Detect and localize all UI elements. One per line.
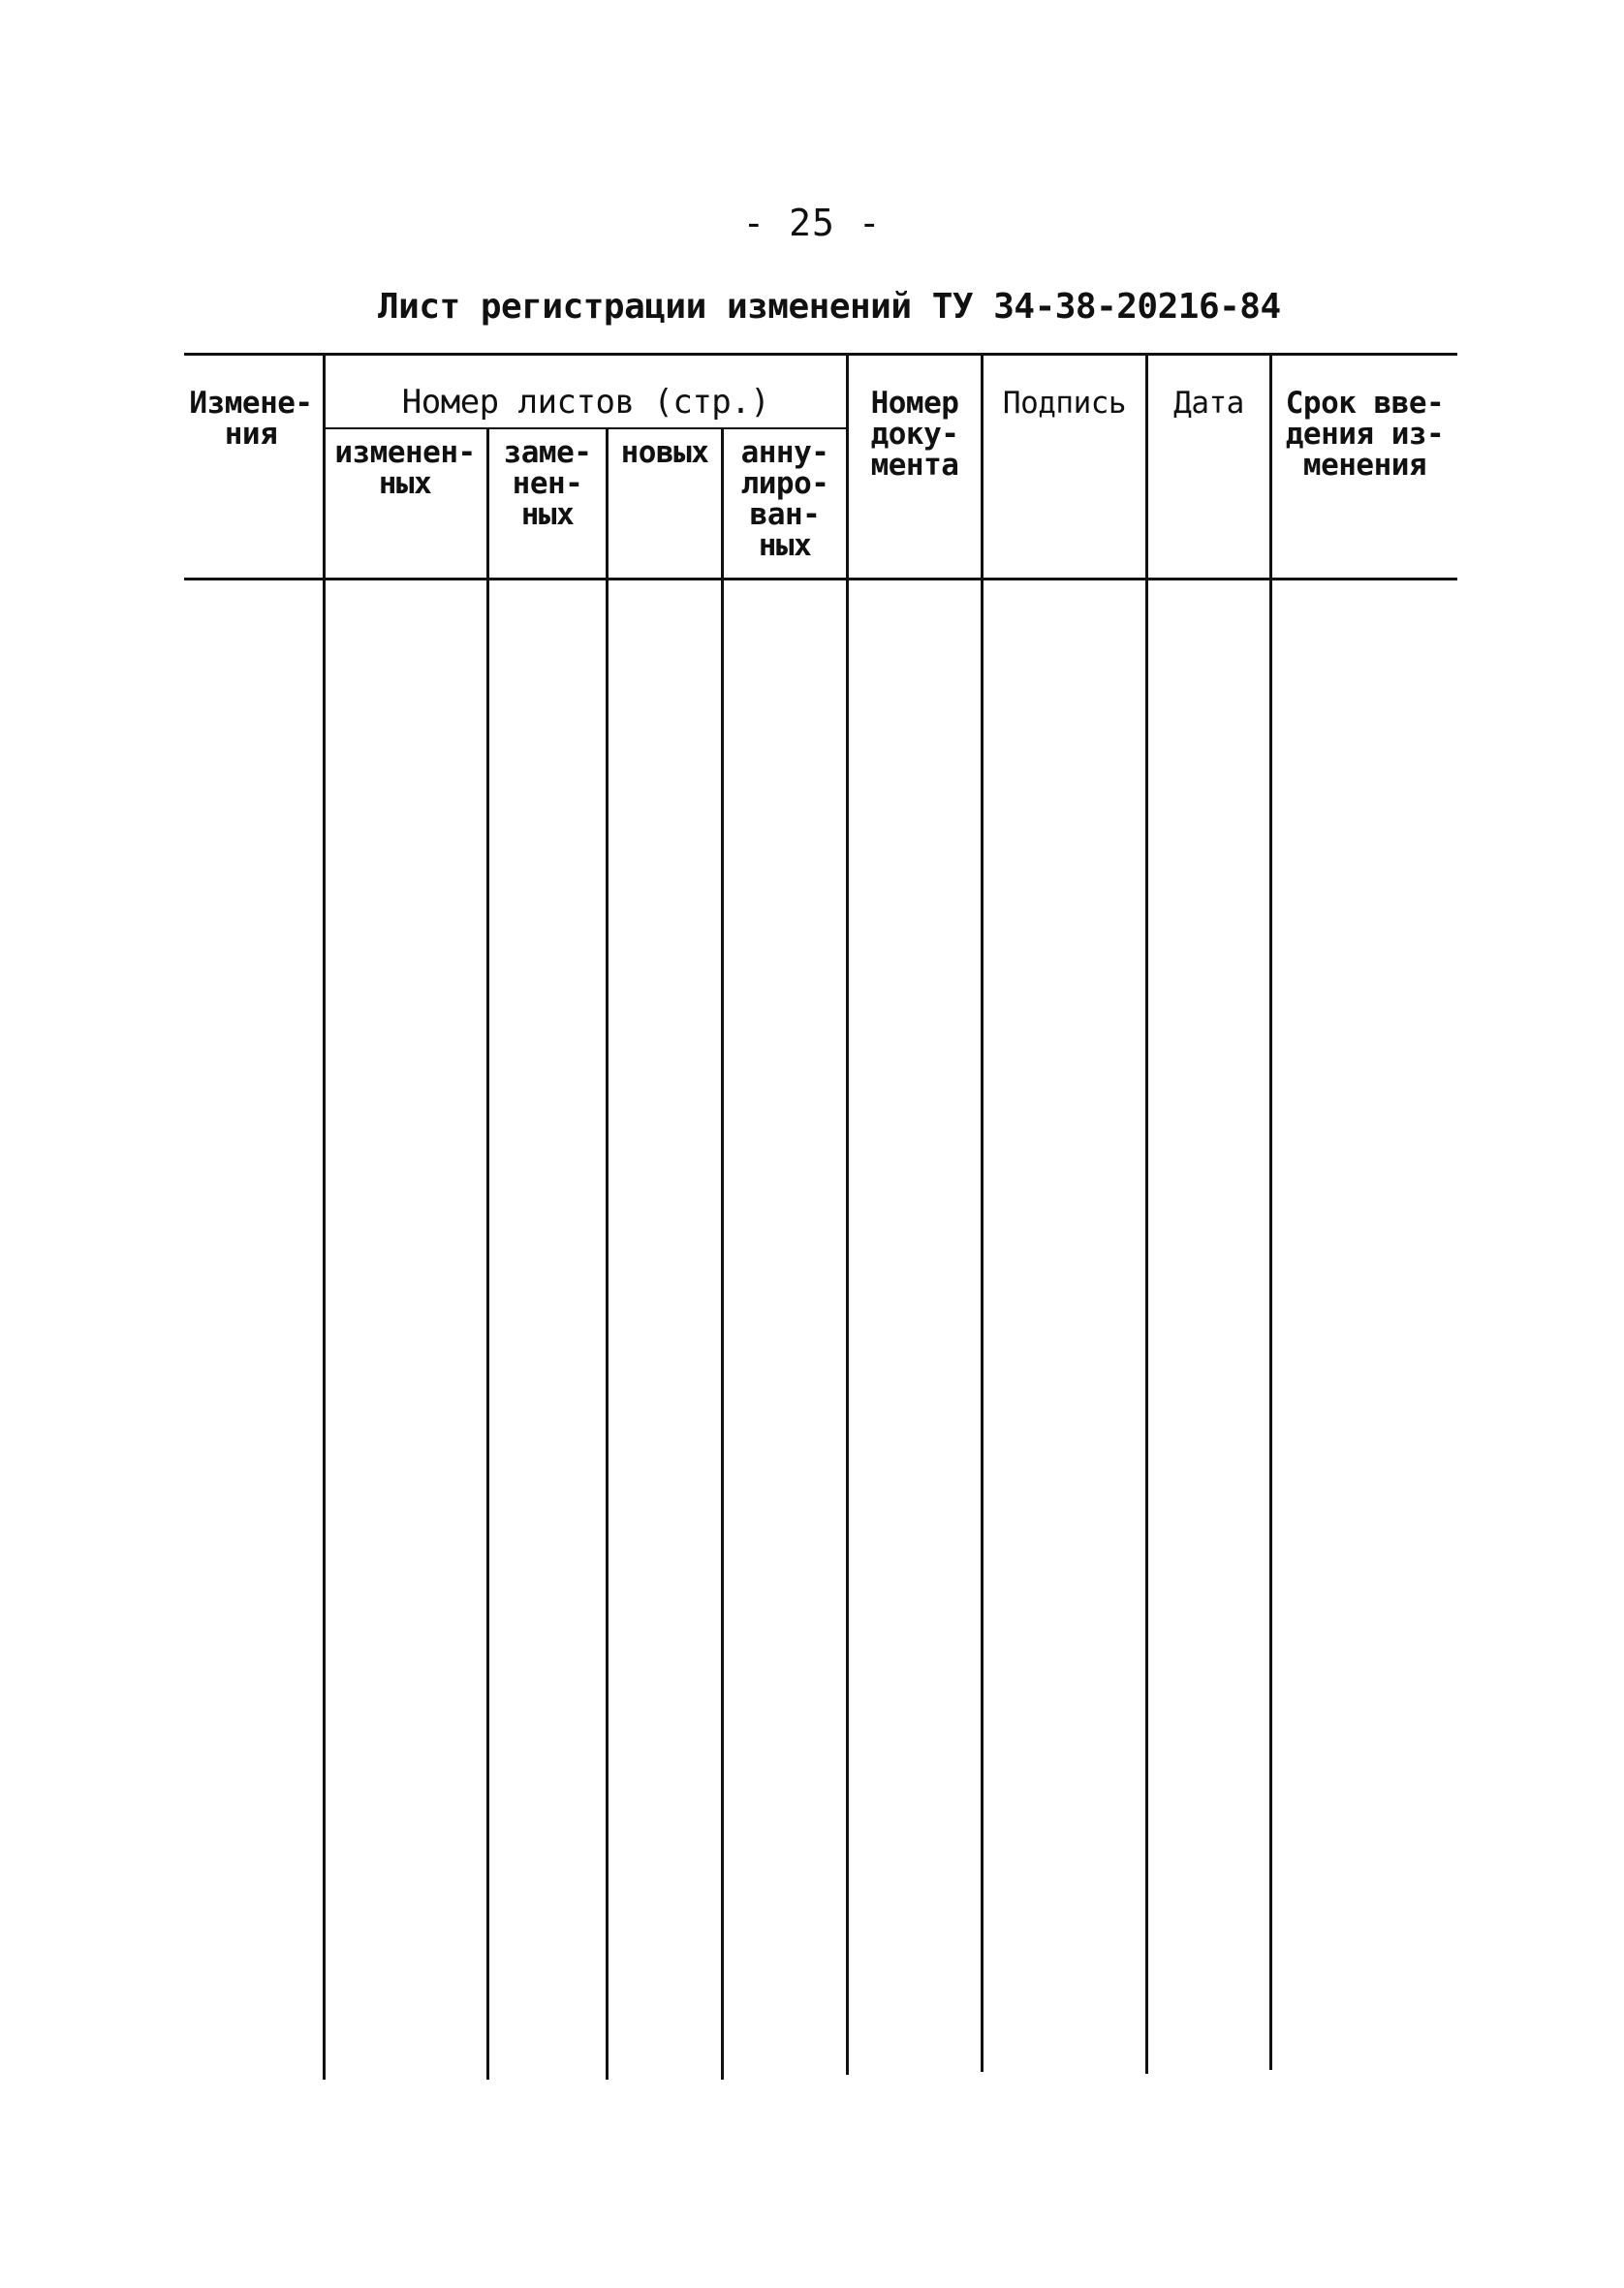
document-title: Лист регистрации изменений ТУ 34-38-20216-84: [378, 287, 1281, 327]
page-number: - 25 -: [742, 202, 882, 244]
header-new: новых: [620, 435, 709, 470]
header-changed: изменен- ных: [334, 435, 476, 501]
column-divider: [981, 355, 984, 2072]
column-divider: [846, 355, 849, 2075]
table-top-rule: [184, 353, 1457, 356]
header-bottom-rule: [184, 578, 1457, 580]
sheets-group-rule: [323, 427, 848, 429]
column-divider: [1269, 355, 1272, 2070]
column-divider: [721, 429, 724, 2080]
header-change: Измене- ния: [189, 386, 313, 452]
header-doc-number: Номер доку- мента: [870, 386, 959, 483]
column-divider: [486, 429, 489, 2080]
header-sheets-group: Номер листов (стр.): [401, 383, 770, 422]
header-annulled: анну- лиро- ван- ных: [740, 435, 829, 563]
header-date: Дата: [1173, 386, 1244, 421]
header-signature: Подпись: [1002, 386, 1127, 421]
column-divider: [323, 355, 326, 2080]
header-deadline: Срок вве- дения из- менения: [1285, 386, 1445, 483]
column-divider: [606, 429, 609, 2080]
column-divider: [1145, 355, 1148, 2074]
header-replaced: заме- нен- ных: [503, 435, 592, 532]
